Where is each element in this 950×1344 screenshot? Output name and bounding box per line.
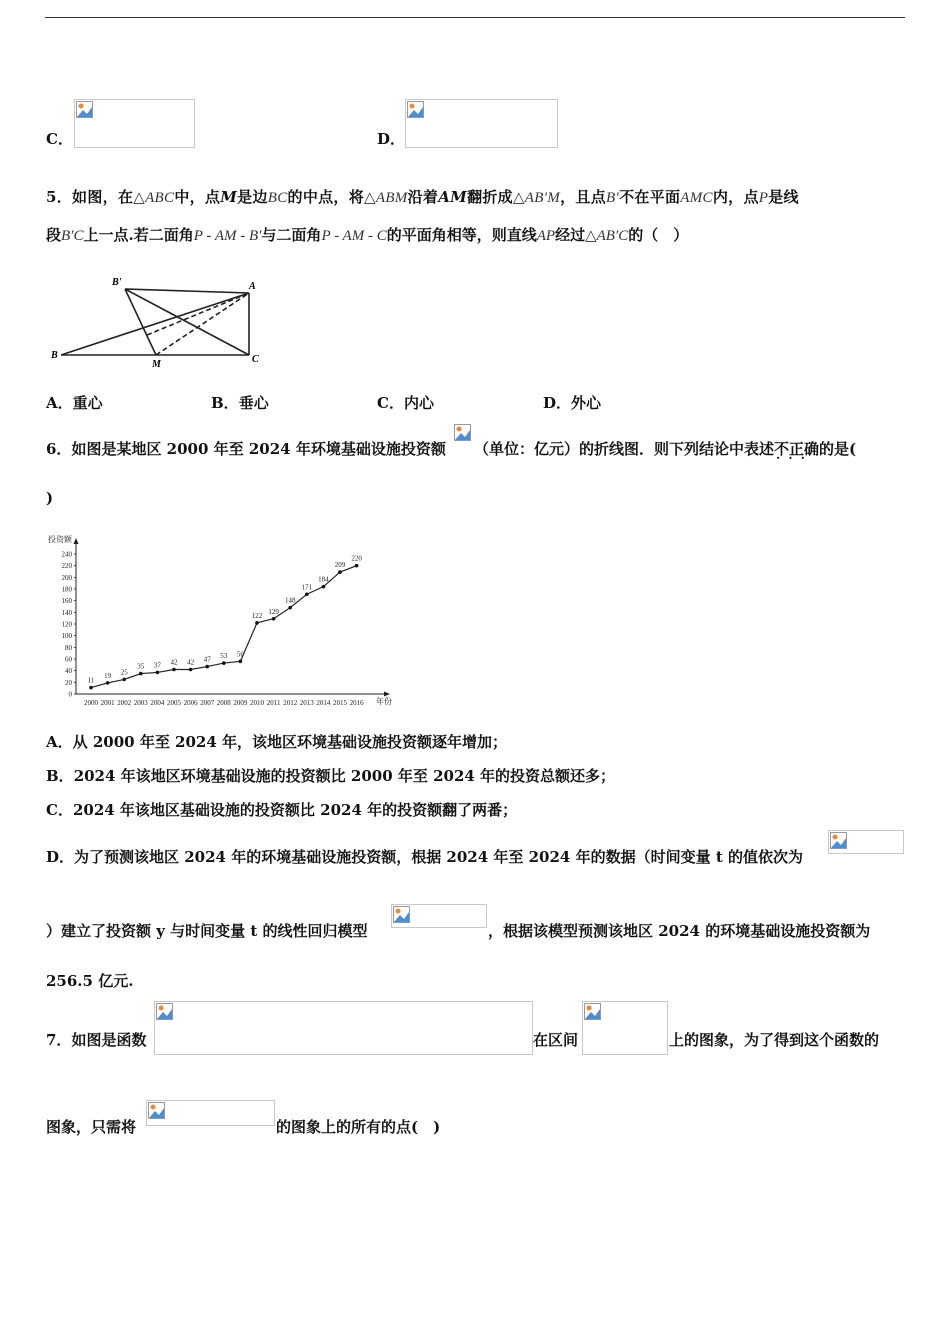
data-label: 148 [284,596,296,605]
x-tick-label: 2011 [266,699,281,707]
q6-line-1-part-1: 6．如图是某地区 2000 年至 2024 年环境基础设施投资额 [46,440,446,458]
q6-line-2: ) [46,489,54,507]
q6-option-a: A．从 2000 年至 2024 年，该地区环境基础设施投资额逐年增加； [46,733,508,751]
q6-option-b: B．2024 年该地区环境基础设施的投资额比 2000 年至 2024 年的投资总额还多； [46,767,616,785]
label-b-prime: B' [112,277,122,288]
data-point [355,564,359,568]
broken-image-icon [454,424,471,441]
data-label: 184 [318,575,329,584]
broken-image-icon [148,1102,165,1119]
y-tick-label: 60 [65,655,72,664]
q4-option-c-label: C． [46,130,73,148]
data-point [338,570,342,574]
data-point [89,686,93,690]
broken-image-icon [830,832,847,849]
q4-option-d-image [405,99,558,148]
broken-image-icon [407,101,424,118]
x-tick-label: 2000 [84,699,98,707]
data-label: 11 [87,676,95,685]
data-point [156,671,160,675]
q7-line-1-part-2: 在区间 [533,1031,579,1049]
q5-option-a: A．重心 [46,394,103,412]
label-c: C [252,354,259,365]
x-tick-label: 2004 [150,699,165,707]
q7-line-1-part-1: 7．如图是函数 [46,1031,147,1049]
chart-ylabel: 投资额 [48,535,72,544]
edge-ba [61,293,249,355]
data-label: 37 [153,661,161,670]
y-axis-arrow [74,538,79,544]
x-tick-label: 2008 [216,699,231,707]
q6-option-d-line-1: D．为了预测该地区 2024 年的环境基础设施投资额，根据 2024 年至 2024 年的数据（时间变量 t 的值依次为 [46,848,803,866]
q6-line-chart [46,530,398,710]
data-label: 19 [104,671,112,680]
x-tick-label: 2005 [167,699,181,707]
label-a: A [249,281,256,292]
edge-bprime-m [125,289,156,355]
broken-image-icon [393,906,410,923]
q6-option-d-line-2: ）建立了投资额 y 与时间变量 t 的线性回归模型 [46,922,368,940]
data-label: 56 [236,650,244,659]
x-tick-label: 2002 [117,699,132,707]
q6-inline-image [453,423,471,443]
y-tick-label: 240 [61,550,72,559]
q6-option-c: C．2024 年该地区基础设施的投资额比 2024 年的投资额翻了两番； [46,801,518,819]
y-tick-label: 80 [65,643,72,652]
x-tick-label: 2001 [100,699,115,707]
data-point [288,606,292,610]
data-point [122,678,126,682]
y-tick-label: 20 [65,678,72,687]
x-tick-label: 2003 [133,699,148,707]
data-point [106,681,110,685]
q7-interval-image [582,1001,668,1055]
chart-xlabel: 年份 [376,697,392,706]
q7-function-image [154,1001,533,1055]
y-tick-label: 40 [65,667,72,676]
x-axis-arrow [384,692,390,697]
q7-line-1-part-3: 上的图象，为了得到这个函数的 [669,1031,880,1049]
x-tick-label: 2015 [333,699,347,707]
broken-image-icon [76,101,93,118]
data-point [205,665,209,669]
data-point [139,672,143,676]
y-tick-label: 220 [61,562,72,571]
x-tick-label: 2013 [299,699,314,707]
q4-option-c-image [74,99,195,148]
emphasis-not-correct: 不正确 · · · [774,440,819,458]
q7-line-2-part-1: 图象，只需将 [46,1118,137,1136]
label-b: B [51,350,58,361]
q5-line-1: 5．如图，在△ABC中，点M是边BC的中点，将△ABM沿着AM翻折成△AB′M，且点B′不在平面AMC内，点P是线 [46,188,799,206]
data-point [322,585,326,589]
x-tick-label: 2014 [316,699,331,707]
data-point [272,617,276,621]
edge-bprime-a [125,289,249,293]
broken-image-icon [584,1003,601,1020]
q5-option-d: D．外心 [543,394,602,412]
q6-line-1-part-2: （单位：亿元）的折线图．则下列结论中表述不正确 · · ·的是( [474,438,856,459]
data-label: 209 [334,561,346,570]
x-tick-label: 2016 [349,699,364,707]
data-label: 122 [251,611,263,620]
q5-line-2: 段B′C上一点.若二面角P - AM - B′与二面角P - AM - C的平面角相等，则直线AP经过△AB′C的（ ） [46,226,689,244]
data-label: 42 [187,658,195,667]
edge-am-dashed [156,293,249,355]
y-tick-label: 160 [61,597,72,606]
broken-image-icon [156,1003,173,1020]
y-tick-label: 180 [61,585,72,594]
data-label: 129 [268,607,279,616]
q5-option-b: B．垂心 [211,394,269,412]
y-tick-label: 100 [61,632,72,641]
label-m: M [152,359,161,370]
q6-option-d-image-2 [391,904,487,928]
x-tick-label: 2006 [183,699,198,707]
data-label: 171 [301,583,313,592]
y-tick-label: 120 [61,620,72,629]
q7-source-function-image [146,1100,275,1126]
q6-option-d-line-2b: ，根据该模型预测该地区 2024 的环境基础设施投资额为 [488,922,871,940]
data-label: 25 [120,668,128,677]
data-point [189,668,193,672]
q5-option-c: C．内心 [377,394,434,412]
data-point [172,668,176,672]
x-tick-label: 2007 [200,699,215,707]
data-point [305,592,309,596]
y-tick-label: 140 [61,608,72,617]
q5-geometry-figure [46,273,271,371]
y-tick-label: 0 [68,690,72,699]
data-label: 53 [220,652,228,661]
data-label: 35 [137,662,145,671]
data-label: 47 [203,655,211,664]
q6-option-d-image-1 [828,830,904,854]
y-tick-label: 200 [61,573,72,582]
x-tick-label: 2010 [250,699,264,707]
data-point [255,621,259,625]
q7-line-2-part-2: 的图象上的所有的点( ) [276,1118,441,1136]
x-tick-label: 2012 [283,699,298,707]
data-point [239,660,243,664]
x-tick-label: 2009 [233,699,248,707]
data-label: 42 [170,658,178,667]
q4-option-d-label: D． [377,130,406,148]
data-point [222,661,226,665]
data-label: 220 [351,554,362,563]
q6-option-d-line-3: 256.5 亿元. [46,972,134,990]
series-line [91,566,357,688]
top-rule [45,17,905,18]
